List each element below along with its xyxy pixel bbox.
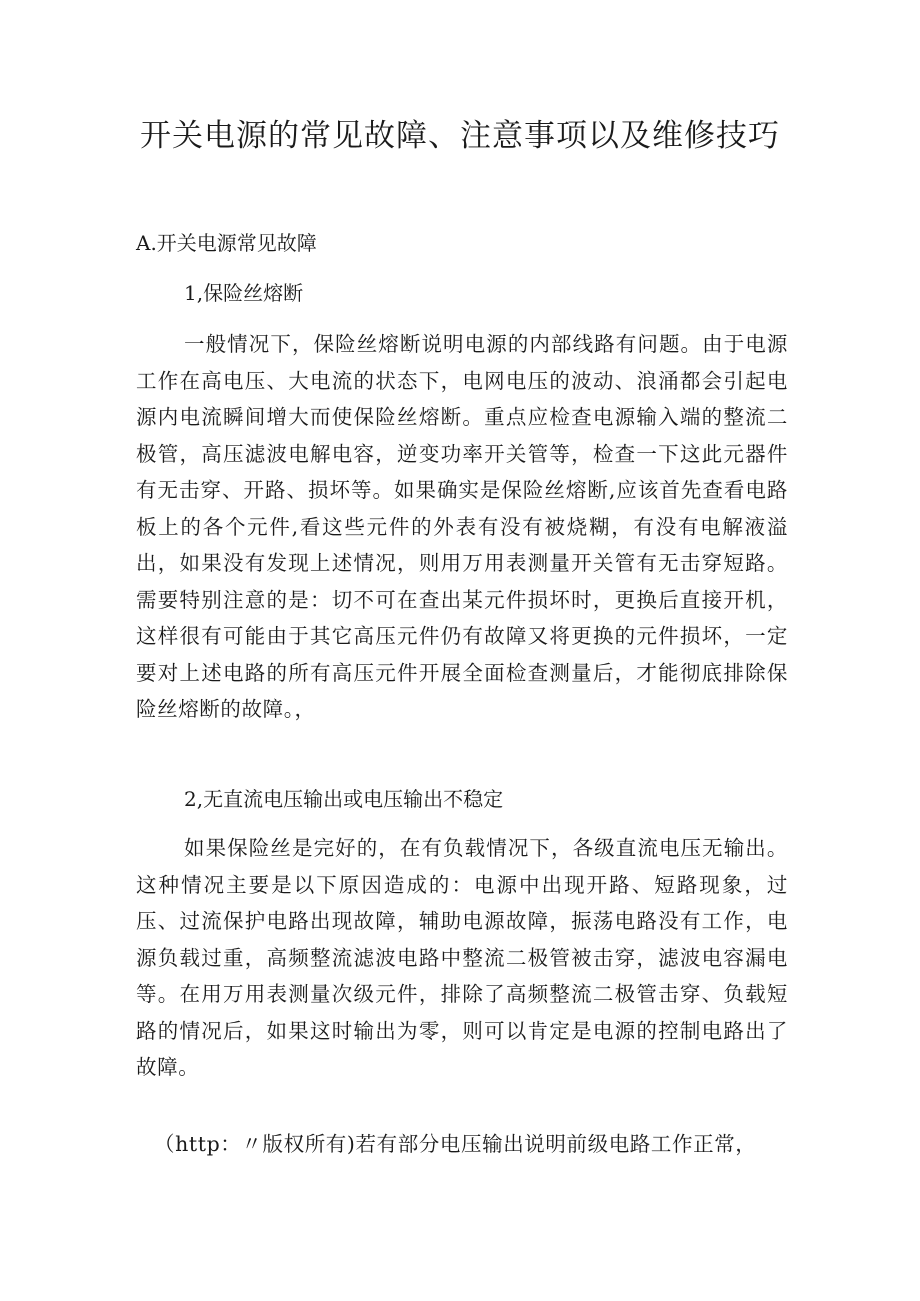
item-1-paragraph: 一般情况下，保险丝熔断说明电源的内部线路有问题。由于电源工作在高电压、大电流的状态下，电网电压的波动、浪涌都会引起电源内电流瞬间增大而使保险丝熔断。重点应检查电源输入端的整流二极管，高压滤波电解电容，逆变功率开关管等，检查一下这此元器件有无击穿、开路、损坏等。如果确实是保险丝熔断,应该首先查看电路板上的各个元件,看这些元件的外表有没有被烧糊，有没有电解液溢出，如果没有发现上述情况，则用万用表测量开关管有无击穿短路。需要特别注意的是：切不可在查出某元件损坏时，更换后直接开机，这样很有可能由于其它高压元件仍有故障又将更换的元件损坏，一定要对上述电路的所有高压元件开展全面检查测量后，才能彻底排除保险丝熔断的故障。，: [136, 332, 788, 721]
item-2-heading: 2,无直流电压输出或电压输出不稳定: [184, 787, 504, 811]
item-2-continuation-paragraph: （http：〃版权所有)若有部分电压输出说明前级电路工作正常，: [154, 1132, 757, 1156]
section-heading: A.开关电源常见故障: [136, 231, 317, 255]
item-2-paragraph: 如果保险丝是完好的，在有负载情况下，各级直流电压无输出。这种情况主要是以下原因造成的：电源中出现开路、短路现象，过压、过流保护电路出现故障，辅助电源故障，振荡电路没有工作，电源负载过重，高频整流滤波电路中整流二极管被击穿，滤波电容漏电等。在用万用表测量次级元件，排除了高频整流二极管击穿、负载短路的情况后，如果这时输出为零，则可以肯定是电源的控制电路出了故障。: [136, 836, 788, 1079]
document-title: 开关电源的常见故障、注意事项以及维修技巧: [140, 118, 780, 154]
item-1-heading: 1,保险丝熔断: [184, 281, 304, 305]
